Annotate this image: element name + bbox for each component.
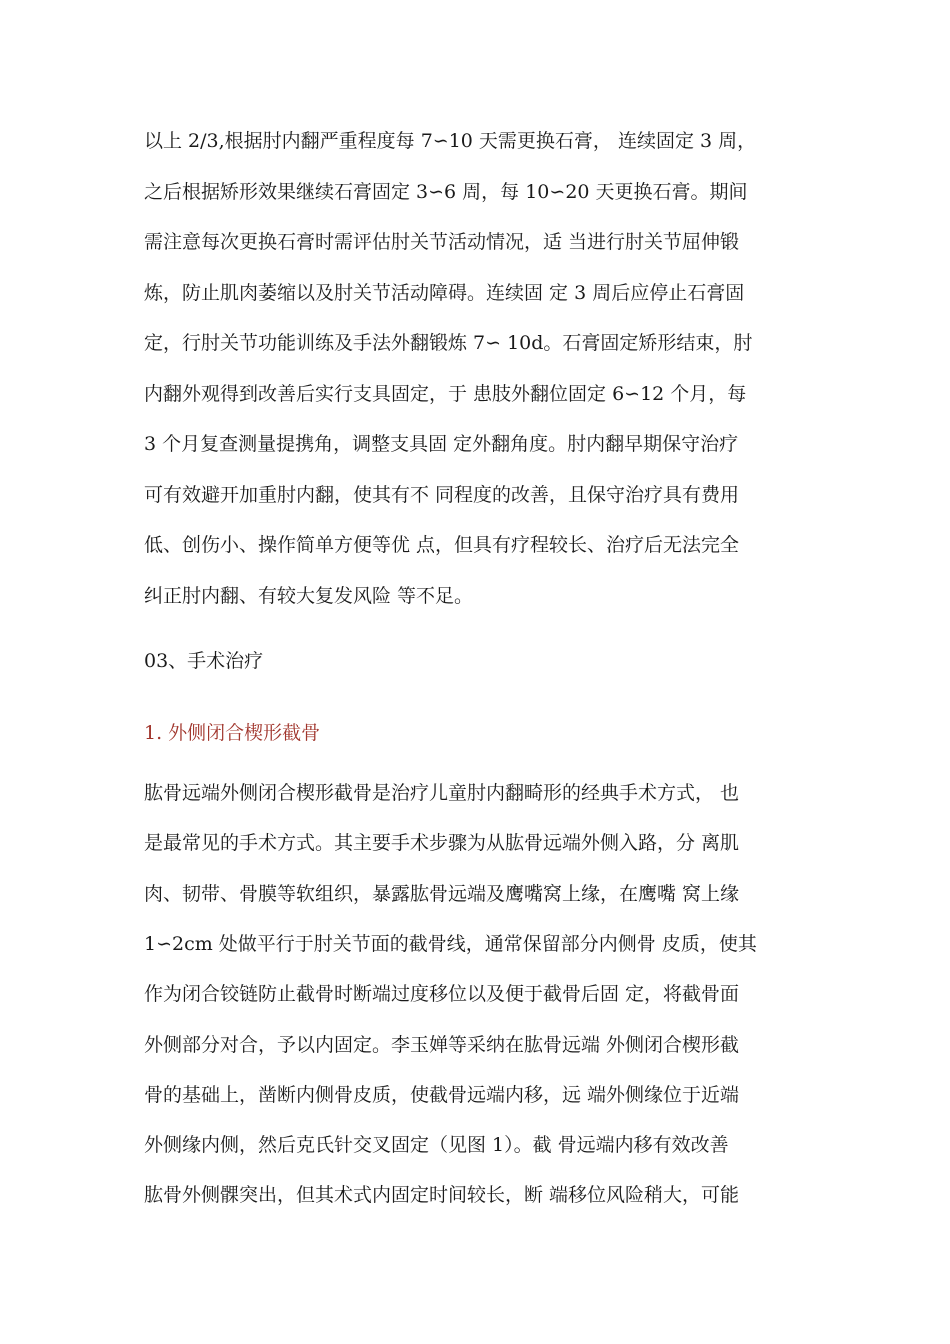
text-line: 外侧缘内侧，然后克氏针交叉固定（见图 1）。截 骨远端内移有效改善: [144, 1134, 729, 1157]
text-line: 内翻外观得到改善后实行支具固定，于 患肢外翻位固定 6∽12 个月，每: [144, 382, 747, 405]
text-line: 外侧部分对合，予以内固定。李玉婵等采纳在肱骨远端 外侧闭合楔形截: [144, 1033, 740, 1056]
text-line: 3 个月复查测量提携角，调整支具固 定外翻角度。肘内翻早期保守治疗: [144, 433, 739, 455]
text-line: 低、创伤小、操作简单方便等优 点，但具有疗程较长、治疗后无法完全: [144, 534, 740, 556]
text-line: 之后根据矫形效果继续石膏固定 3∽6 周，每 10∽20 天更换石膏。期间: [144, 180, 748, 203]
subheading-lateral-closing-wedge-osteotomy: 1. 外侧闭合楔形截骨: [144, 722, 321, 744]
text-line: 作为闭合铰链防止截骨时断端过度移位以及便于截骨后固 定，将截骨面: [144, 983, 740, 1006]
text-line: 炼，防止肌肉萎缩以及肘关节活动障碍。连续固 定 3 周后应停止石膏固: [144, 281, 745, 304]
section-heading: 03、手术治疗: [144, 650, 264, 672]
text-line: 肱骨外侧髁突出，但其术式内固定时间较长，断 端移位风险稍大，可能: [144, 1184, 740, 1207]
text-line: 1∽2cm 处做平行于肘关节面的截骨线，通常保留部分内侧骨 皮质，使其: [144, 932, 757, 955]
text-line: 可有效避开加重肘内翻，使其有不 同程度的改善，且保守治疗具有费用: [144, 483, 740, 506]
text-line: 肱骨远端外侧闭合楔形截骨是治疗儿童肘内翻畸形的经典手术方式， 也: [144, 782, 740, 804]
text-line: 纠正肘内翻、有较大复发风险 等不足。: [144, 584, 474, 607]
text-line: 肉、韧带、骨膜等软组织，暴露肱骨远端及鹰嘴窝上缘，在鹰嘴 窝上缘: [144, 882, 740, 905]
text-line: 是最常见的手术方式。其主要手术步骤为从肱骨远端外侧入路，分 离肌: [144, 832, 740, 855]
text-line: 定，行肘关节功能训练及手法外翻锻炼 7∽ 10d。石膏固定矫形结束，肘: [144, 332, 753, 354]
text-line: 以上 2/3,根据肘内翻严重程度每 7∽10 天需更换石膏， 连续固定 3 周，: [144, 130, 757, 152]
text-line: 需注意每次更换石膏时需评估肘关节活动情况，适 当进行肘关节屈伸锻: [144, 231, 740, 253]
text-line: 骨的基础上，凿断内侧骨皮质，使截骨远端内移，远 端外侧缘位于近端: [144, 1083, 740, 1106]
